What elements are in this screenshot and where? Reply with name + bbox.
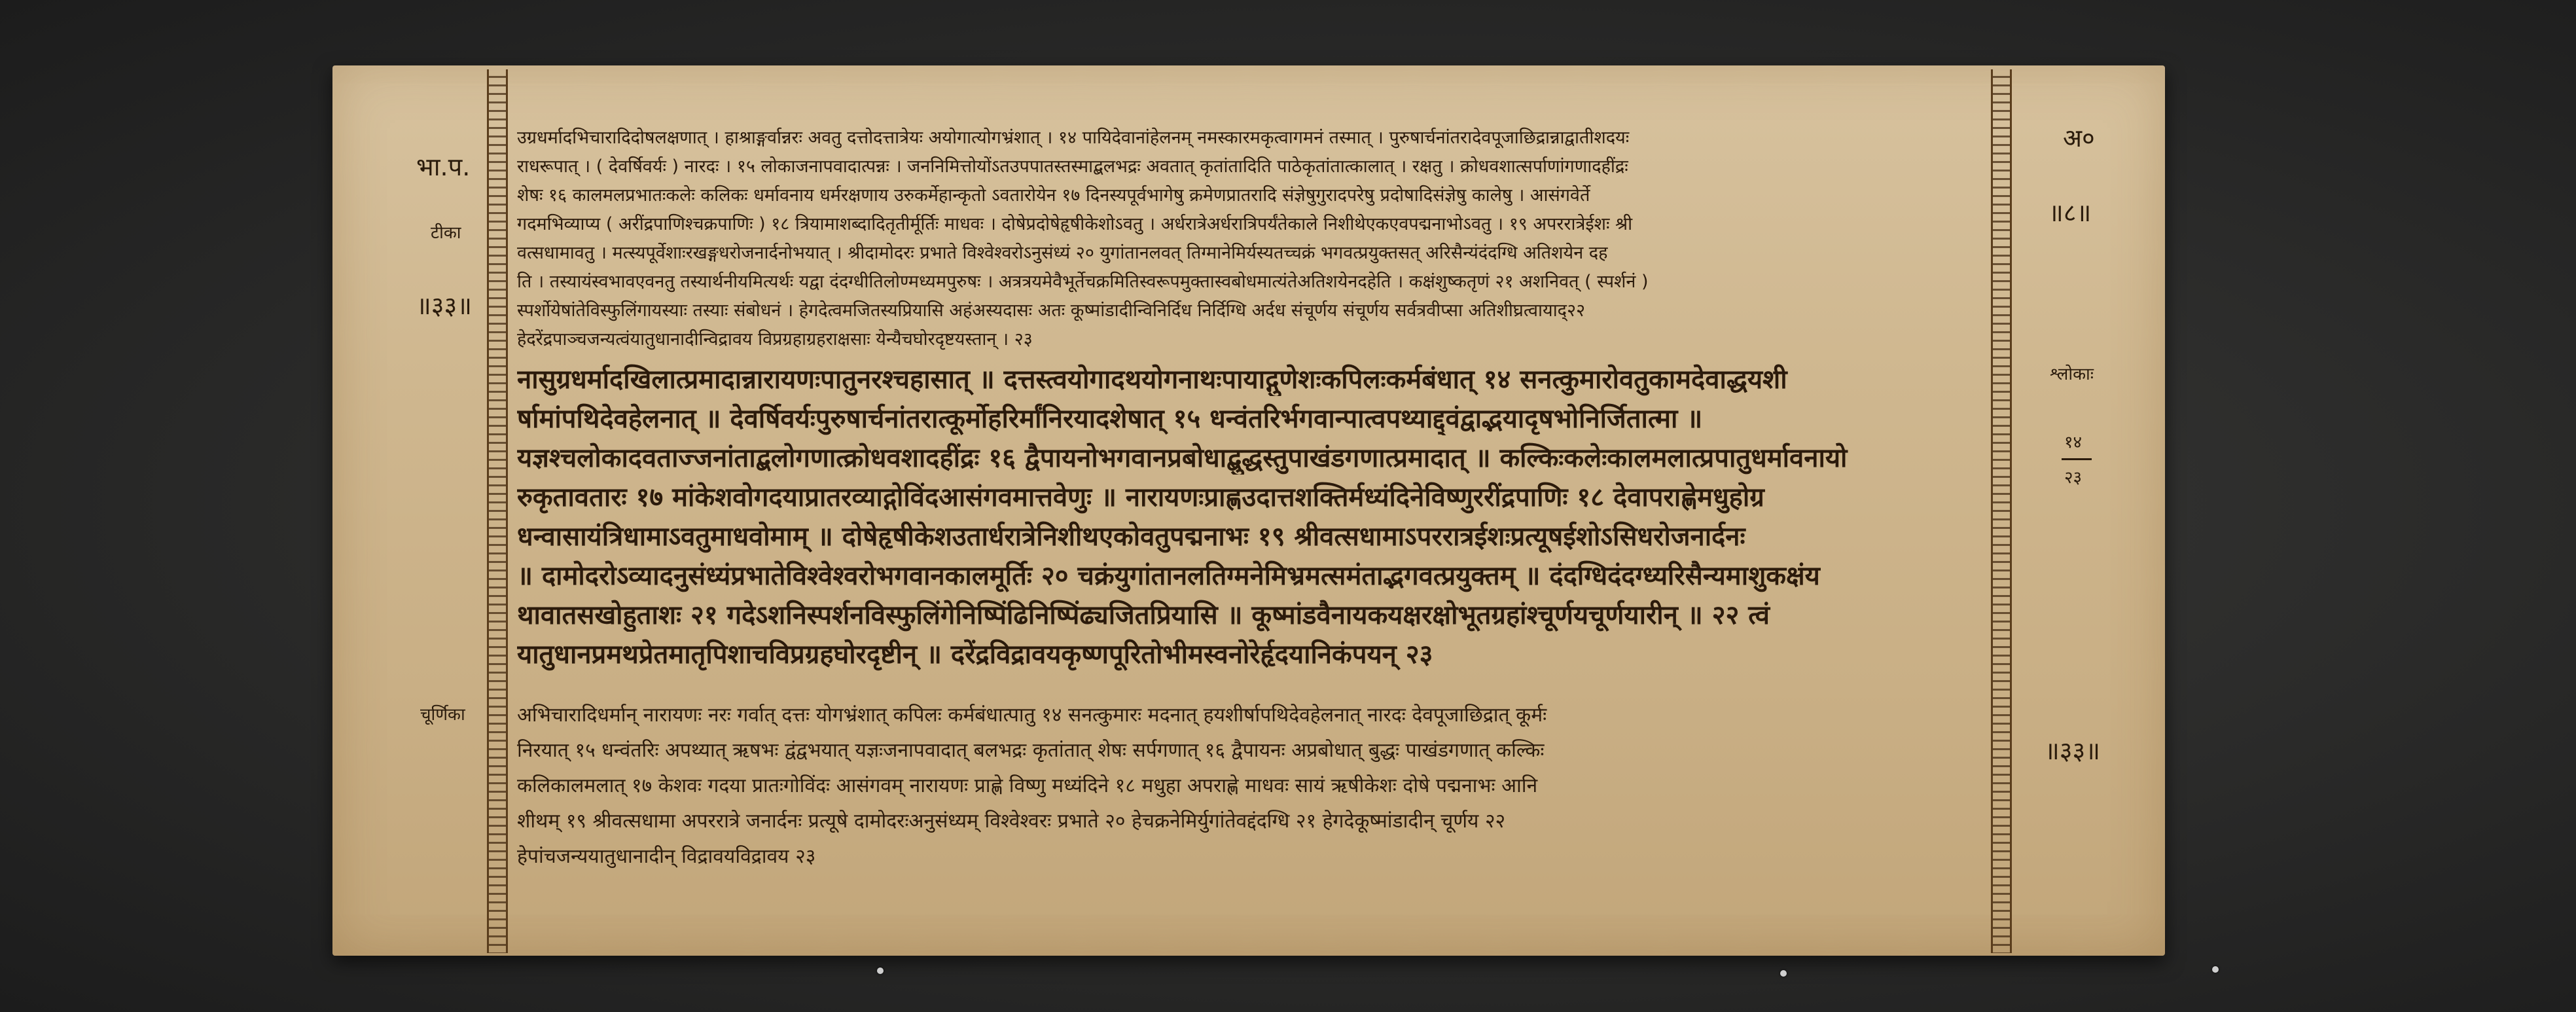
verse-line: नासुग्रधर्मादखिलात्प्रमादान्नारायणःपातुनरश्चहासात् ॥ दत्तस्त्वयोगादथयोगनाथःपायाद्गुणेशःकपिलःकर्मबंधात् १४ सनत्कुमारोवतुकामदेवाद्धयशी (517, 365, 1787, 395)
chapter-number: ॥८॥ (2048, 198, 2092, 227)
verse-line: धन्वासायंत्रिधामाऽवतुमाधवोमाम् ॥ दोषेहृषीकेशउतार्धरात्रेनिशीथएकोवतुपद्मनाभः १९ श्रीवत्सधामाऽपररात्रईशःप्रत्यूषईशोऽसिधरोजनार्दनः (517, 522, 1745, 552)
commentary-line: वत्सधामावतु । मत्स्यपूर्वेशाःरखङ्गधरोजनार्दनोभयात् । श्रीदामोदरः प्रभाते विश्वेश्वरोऽनुसंध्यं २० युगांतानलवत् तिग्मानेमिर्यस्यतच्चक्रं भगवत्प्रयुक्तसत् अरिसैन्यंदंदग्धि अतिशयेन दह (517, 243, 1608, 263)
verse-line: थावातसखोहुताशः २१ गदेऽशनिस्पर्शनविस्फुलिंगेनिष्पिंढिनिष्पिंढ्यजितप्रियासि ॥ कूष्मांडवैनायकयक्षरक्षोभूतग्रहांश्चूर्णयचूर्णयारीन् ॥ २२ त्वं (517, 600, 1770, 630)
churnika-line: अभिचारादिधर्मान् नारायणः नरः गर्वात् दत्तः योगभ्रंशात् कपिलः कर्मबंधात्पातु १४ सनत्कुमारः मदनात् हयशीर्षापथिदेवहेलनात् नारदः देवपूजाछिद्रात् कूर्मः (517, 704, 1547, 727)
churnika-line: शीथम् १९ श्रीवत्सधामा अपररात्रे जनार्दनः प्रत्यूषे दामोदरःअनुसंध्यम् विश्वेश्वरः प्रभाते २० हेचक्रनेमिर्युगांतेवद्दंदग्धि २१ हेगदेकूष्मांडादीन् चूर्णय २२ (517, 810, 1506, 833)
left-ornamental-border (487, 69, 508, 953)
folio-number-right: ॥३३॥ (2045, 736, 2101, 765)
commentary-line: ति । तस्यायंस्वभावएवनतु तस्यार्थनीयमित्यर्थः यद्वा दंदग्धीतिलोण्मध्यमपुरुषः । अत्रत्रयमेवैभूर्तेचक्रमितिस्वरूपमुक्तास्वबोधमात्यंतेअतिशयेनदहेति । कक्षंशुष्कतृणं २१ अशनिवत् ( स्पर्शनं ) (517, 272, 1649, 292)
verse-line: ॥ दामोदरोऽव्यादनुसंध्यंप्रभातेविश्वेश्वरोभगवानकालमूर्तिः २० चक्रंयुगांतानलतिग्मनेमिभ्रमत्समंताद्भगवत्प्रयुक्तम् ॥ दंदग्धिदंदग्ध्यरिसैन्यमाशुकक्षंय (517, 561, 1820, 591)
commentary-line: हेदरेंद्रपाञ्चजन्यत्वंयातुधानादीन्विद्रावय विप्रग्रहाग्रहराक्षसाः येन्यैचघोरदृष्टयस्तान् । २३ (517, 329, 1033, 350)
churnika-line: हेपांचजन्ययातुधानादीन् विद्रावयविद्रावय २३ (517, 845, 816, 868)
text-body (517, 124, 1977, 936)
churnika-line: कलिकालमलात् १७ केशवः गदया प्रातःगोविंदः आसंगवम् नारायणः प्राह्णे विष्णु मध्यंदिने १८ मधुहा अपराह्णे माधवः सायं ऋषीकेशः दोषे पद्मनाभः आनि (517, 774, 1538, 797)
commentary-line: राधरूपात् । ( देवर्षिवर्यः ) नारदः । १५ लोकाजनापवादात्पन्नः । जननिमित्तोयोंऽतउपपातस्तस्माद्बलभद्रः अवतात् कृतांतादिति पाठेकृतांतात्कालात् । रक्षतु । क्रोधवशात्सर्पाणांगणादहींद्रः (517, 156, 1628, 177)
left-margin (332, 65, 482, 956)
manuscript-folio (332, 65, 2165, 956)
margin-text-churnika: चूर्णिका (420, 705, 465, 725)
margin-text-shlokah: श्लोकाः (2050, 365, 2094, 384)
verse-line: यातुधानप्रमथप्रेतमातृपिशाचविप्रग्रहघोरदृष्टीन् ॥ दरेंद्रविद्रावयकृष्णपूरितोभीमस्वनोरेर्हृदयानिकंपयन् २३ (517, 640, 1433, 670)
commentary-line: उग्रधर्मादभिचारादिदोषलक्षणात् । हाश्राङ्गर्वान्नरः अवतु दत्तोदत्तात्रेयः अयोगात्योगभ्रंशात् । १४ पायिदेवानांहेलनम् नमस्कारमकृत्वागमनं तस्मात् । पुरुषार्चनांतरादेवपूजाछिद्रान्नाद्वातीशदयः (517, 128, 1630, 148)
churnika-line: निरयात् १५ धन्वंतरिः अपथ्यात् ऋषभः द्वंद्वभयात् यज्ञःजनापवादात् बलभद्रः कृतांतात् शेषः सर्पगणात् १६ द्वैपायनः अप्रबोधात् बुद्धः पाखंडगणात् कल्किः (517, 739, 1545, 762)
verse-range-top: १४ (2064, 433, 2083, 452)
margin-text-tika: टीका (431, 223, 461, 243)
margin-text-adhyaya: अ० (2063, 124, 2095, 153)
verse-line: रुकृतावतारः १७ मांकेशवोगदयाप्रातरव्याद्गोविंदआसंगवमात्तवेणुः ॥ नारायणःप्राह्णउदात्तशक्तिर्मध्यंदिनेविष्णुररींद्रपाणिः १८ देवापराह्णेमधुहोग्र (517, 482, 1764, 513)
right-margin (1996, 65, 2165, 956)
mounting-pin (2212, 966, 2219, 973)
margin-text-title: भा.प. (416, 153, 471, 181)
commentary-line: स्पर्शोयेषांतेविस्फुलिंगायस्याः तस्याः संबोधनं । हेगदेत्वमजितस्यप्रियासि अहंअस्यदासः अतः कूष्मांडादीन्विनिर्दिध निर्दिग्धि अर्दध संचूर्णय संचूर्णय सर्वत्रवीप्सा अतिशीघ्रत्वायाद्२२ (517, 300, 1586, 321)
verse-line: यज्ञश्चलोकादवताज्जनांताद्बलोगणात्क्रोधवशादहींद्रः १६ द्वैपायनोभगवानप्रबोधाद्बुद्धस्तुपाखंडगणात्प्रमादात् ॥ कल्किःकलेःकालमलात्प्रपातुधर्मावनायो (517, 443, 1848, 473)
verse-range-divider (2062, 458, 2092, 460)
mounting-pin (877, 967, 884, 974)
verse-line: र्षामांपथिदेवहेलनात् ॥ देवर्षिवर्यःपुरुषार्चनांतरात्कूर्मोहरिर्मांनिरयादशेषात् १५ धन्वंतरिर्भगवान्पात्वपथ्याद्द्वंद्वाद्भयादृषभोनिर्जितात्मा ॥ (517, 404, 1703, 434)
verse-range-bottom: २३ (2064, 468, 2083, 488)
folio-number-left: ॥३३॥ (416, 291, 473, 320)
commentary-line: शेषः १६ कालमलप्रभातःकलेः कलिकः धर्मावनाय धर्मरक्षणाय उरुकर्मेहान्कृतो ऽवतारोयेन १७ दिनस्यपूर्वभागेषु क्रमेणप्रातरादि संज्ञेषुगुरादपरेषु प्रदोषादिसंज्ञेषु कालेषु । आसंगवेर्ते (517, 185, 1590, 206)
mounting-pin (1780, 970, 1787, 977)
commentary-line: गदमभिव्याप्य ( अरींद्रपाणिश्चक्रपाणिः ) १८ त्रियामाशब्दादितृतीर्मूर्तिः माधवः । दोषेप्रदोषेहृषीकेशोऽवतु । अर्धरात्रेअर्धरात्रिपर्यंतेकाले निशीथेएकएवपद्मनाभोऽवतु । १९ अपररात्रेईशः श्री (517, 214, 1633, 234)
